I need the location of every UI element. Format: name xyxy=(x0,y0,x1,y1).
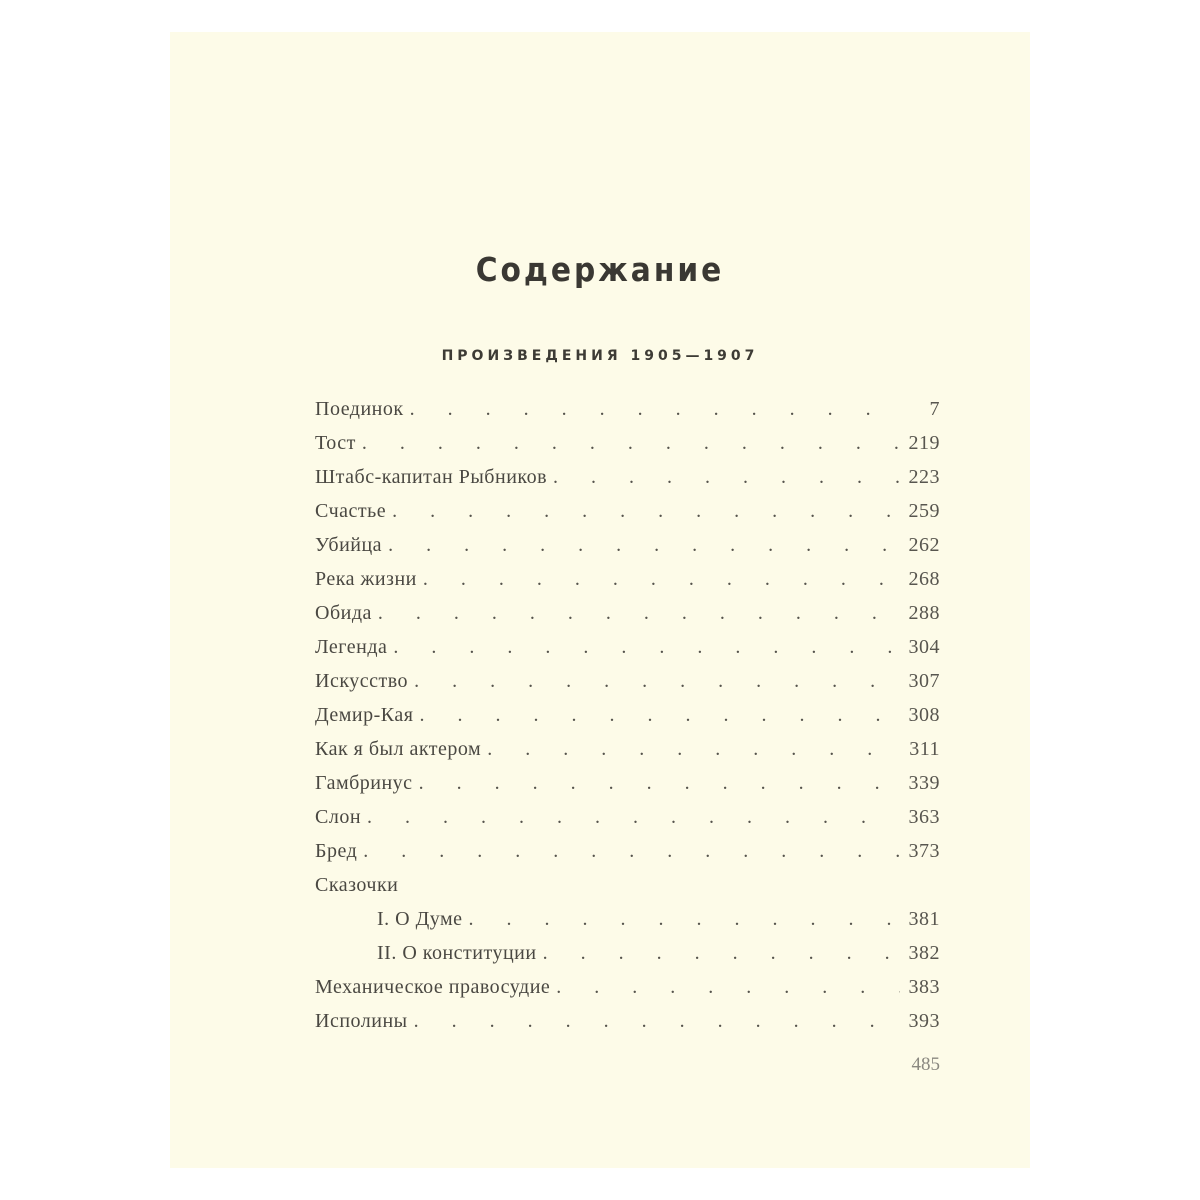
toc-entry xyxy=(315,976,940,1010)
toc-leader-dots xyxy=(393,636,900,659)
toc-entry-title: Как я был актером xyxy=(315,738,482,760)
toc-entry-page: 7 xyxy=(929,398,940,420)
toc-leader-dots xyxy=(363,840,900,863)
toc-entry xyxy=(315,500,940,534)
toc-leader-dots xyxy=(419,772,900,795)
toc-entry xyxy=(315,840,940,874)
toc-entry-page: 288 xyxy=(908,602,940,624)
toc-entry xyxy=(315,534,940,568)
toc-entry-title: Сказочки xyxy=(315,874,399,896)
toc-entry-title: Тост xyxy=(315,432,356,454)
toc-entry-page: 262 xyxy=(908,534,940,556)
toc-leader-dots xyxy=(392,500,900,523)
toc-entry xyxy=(315,1010,940,1044)
toc-leader-dots xyxy=(410,398,900,421)
toc-entry-title: Поединок xyxy=(315,398,404,420)
toc-entry-title: Бред xyxy=(315,840,358,862)
toc-leader-dots xyxy=(362,432,900,455)
toc-entry-title: Демир-Кая xyxy=(315,704,414,726)
toc-entry xyxy=(315,806,940,840)
toc-entry-page: 339 xyxy=(908,772,940,794)
toc-entry xyxy=(315,670,940,704)
toc-leader-dots xyxy=(378,602,900,625)
toc-entry xyxy=(315,772,940,806)
toc-entry-page: 383 xyxy=(908,976,940,998)
page-title: Содержание xyxy=(475,250,725,289)
toc-leader-dots xyxy=(414,670,900,693)
toc-leader-dots xyxy=(553,466,900,489)
toc-leader-dots xyxy=(423,568,900,591)
toc-entry xyxy=(315,432,940,466)
toc-entry xyxy=(315,398,940,432)
toc-entry-group xyxy=(315,874,940,908)
toc-entry-page: 363 xyxy=(908,806,940,828)
toc-leader-dots xyxy=(414,1010,900,1033)
toc-leader-dots xyxy=(543,942,900,965)
toc-entry-title: Легенда xyxy=(315,636,388,658)
toc-subentry xyxy=(315,942,940,976)
toc-entry-title: Механическое правосудие xyxy=(315,976,551,998)
toc-entry-title: Река жизни xyxy=(315,568,417,590)
toc-entry-page: 393 xyxy=(908,1010,940,1032)
book-page xyxy=(170,32,1030,1168)
toc-entry-title: Штабс-капитан Рыбников xyxy=(315,466,548,488)
toc-leader-dots xyxy=(469,908,900,931)
toc-entry-title: Гамбринус xyxy=(315,772,413,794)
toc-entry-page: 268 xyxy=(908,568,940,590)
toc-entry xyxy=(315,738,940,772)
toc-leader-dots xyxy=(487,738,900,761)
toc-entry xyxy=(315,704,940,738)
toc-entry-title: II. О конституции xyxy=(377,942,537,964)
toc-entry xyxy=(315,602,940,636)
toc-entry-page: 373 xyxy=(908,840,940,862)
toc-entry-page: 308 xyxy=(908,704,940,726)
toc-leader-dots xyxy=(419,704,900,727)
toc-entry-title: Исполины xyxy=(315,1010,408,1032)
toc-entry-title: Слон xyxy=(315,806,362,828)
section-heading: ПРОИЗВЕДЕНИЯ 1905—1907 xyxy=(441,348,759,364)
toc-entry-page: 307 xyxy=(908,670,940,692)
toc-entry-title: Обида xyxy=(315,602,372,624)
page-number: 485 xyxy=(911,1054,940,1075)
toc-subentry xyxy=(315,908,940,942)
toc-entry xyxy=(315,568,940,602)
toc-entry-page: 259 xyxy=(908,500,940,522)
toc-entry-title: Убийца xyxy=(315,534,383,556)
toc-leader-dots xyxy=(556,976,900,999)
toc-entry-page: 382 xyxy=(908,942,940,964)
toc-entry xyxy=(315,466,940,500)
toc-entry-title: I. О Думе xyxy=(377,908,463,930)
toc-entry-page: 311 xyxy=(909,738,940,760)
toc-entry xyxy=(315,636,940,670)
toc-entry-page: 304 xyxy=(908,636,940,658)
toc-entry-title: Искусство xyxy=(315,670,409,692)
toc-entry-page: 381 xyxy=(908,908,940,930)
toc-leader-dots xyxy=(367,806,900,829)
toc-entry-page: 219 xyxy=(908,432,940,454)
toc-entry-title: Счастье xyxy=(315,500,387,522)
toc-leader-dots xyxy=(388,534,900,557)
toc-entry-page: 223 xyxy=(908,466,940,488)
table-of-contents xyxy=(315,398,940,1044)
